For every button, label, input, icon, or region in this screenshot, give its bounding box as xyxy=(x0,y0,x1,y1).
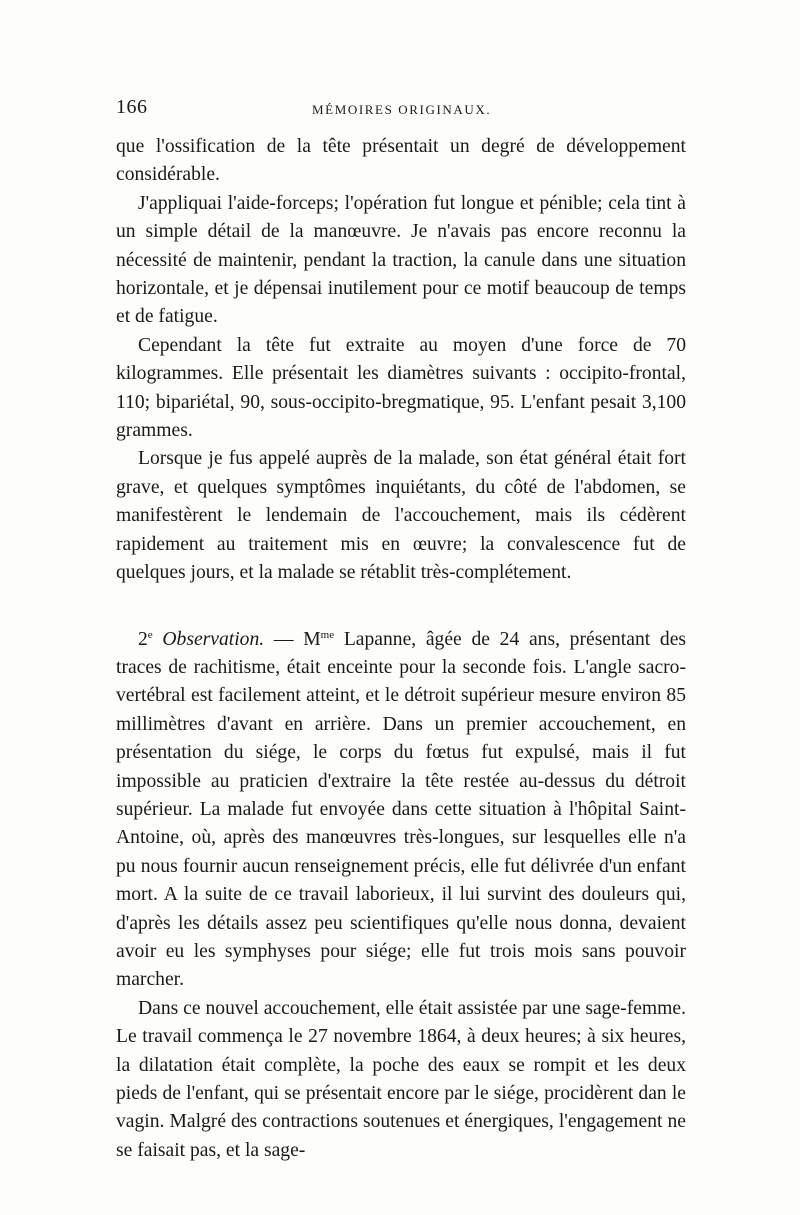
observation-text: Lapanne, âgée de 24 ans, présentant des traces de rachitisme, était enceinte pour la seconde fois. L'angle sacro-vertébral est facilement atteint, et le détroit supérieur mesure environ 85 millimètres d'avant en arrière. Dans un premier accouchement, en présentation du siége, le corps du fœtus fut expulsé, mais il fut impossible au praticien d'extraire la tête restée au-dessus du détroit supérieur. La malade fut envoyée dans cette situation à l'hôpital Saint-Antoine, où, après des manœuvres très-longues, sur lesquelles elle n'a pu nous fournir aucun renseignement précis, elle fut délivrée d'un enfant mort. A la suite de ce travail laborieux, il lui survint des douleurs qui, d'après les détails assez peu scientifiques qu'elle nous donna, devaient avoir eu les symphyses pour siége; elle fut trois mois sans pouvoir marcher. xyxy=(116,628,687,991)
paragraph-aide-forceps: J'appliquai l'aide-forceps; l'opération fut longue et pénible; cela tint à un simple détail de la manœuvre. Je n'avais pas encore reconnu la nécessité de maintenir, pendant la traction, la canule dans une situation horizontale, et je dépensai inutilement pour ce motif beaucoup de temps et de fatigue. xyxy=(116,192,686,328)
observation-paragraph xyxy=(116,626,686,995)
observation-number-suffix: e xyxy=(147,628,153,641)
paragraph-continuation: que l'ossification de la tête présentait un degré de développement considérable. xyxy=(116,136,686,186)
paragraph-extraction: Cependant la tête fut extraite au moyen d'une force de 70 kilogrammes. Elle présentait les diamètres suivants : occipito-frontal, 110; bipariétal, 90, sous-occipito-bregmatique, 95. L'enfant pesait 3,100 grammes. xyxy=(116,334,686,442)
paragraph-recovery: Lorsque je fus appelé auprès de la malade, son état général était fort grave, et quelques symptômes inquiétants, du côté de l'abdomen, se manifestèrent le lendemain de l'accouchement, mais ils cédèrent rapidement au traitement mis en œuvre; la convalescence fut de quelques jours, et la malade se rétablit très-complétement. xyxy=(116,448,686,584)
section-gap xyxy=(116,588,686,626)
observation-number: 2 xyxy=(138,628,148,650)
observation-dash: — xyxy=(264,628,304,650)
paragraph-new-delivery: Dans ce nouvel accouchement, elle était assistée par une sage-femme. Le travail commença le 27 novembre 1864, à deux heures; à six heures, la dilatation était complète, la poche des eaux se rompit et les deux pieds de l'enfant, qui se présentait encore par le siége, procidèrent dan le vagin. Malgré des contractions soutenues et énergiques, l'engagement ne se faisait pas, et la sage- xyxy=(116,997,686,1161)
observation-label: Observation. xyxy=(162,628,265,650)
page-number: 166 xyxy=(116,96,148,118)
running-head: MÉMOIRES ORIGINAUX. xyxy=(312,102,492,117)
body-text xyxy=(116,133,686,1165)
page-header xyxy=(116,96,686,124)
patient-title-suffix: me xyxy=(320,628,335,641)
patient-title: M xyxy=(303,628,321,650)
